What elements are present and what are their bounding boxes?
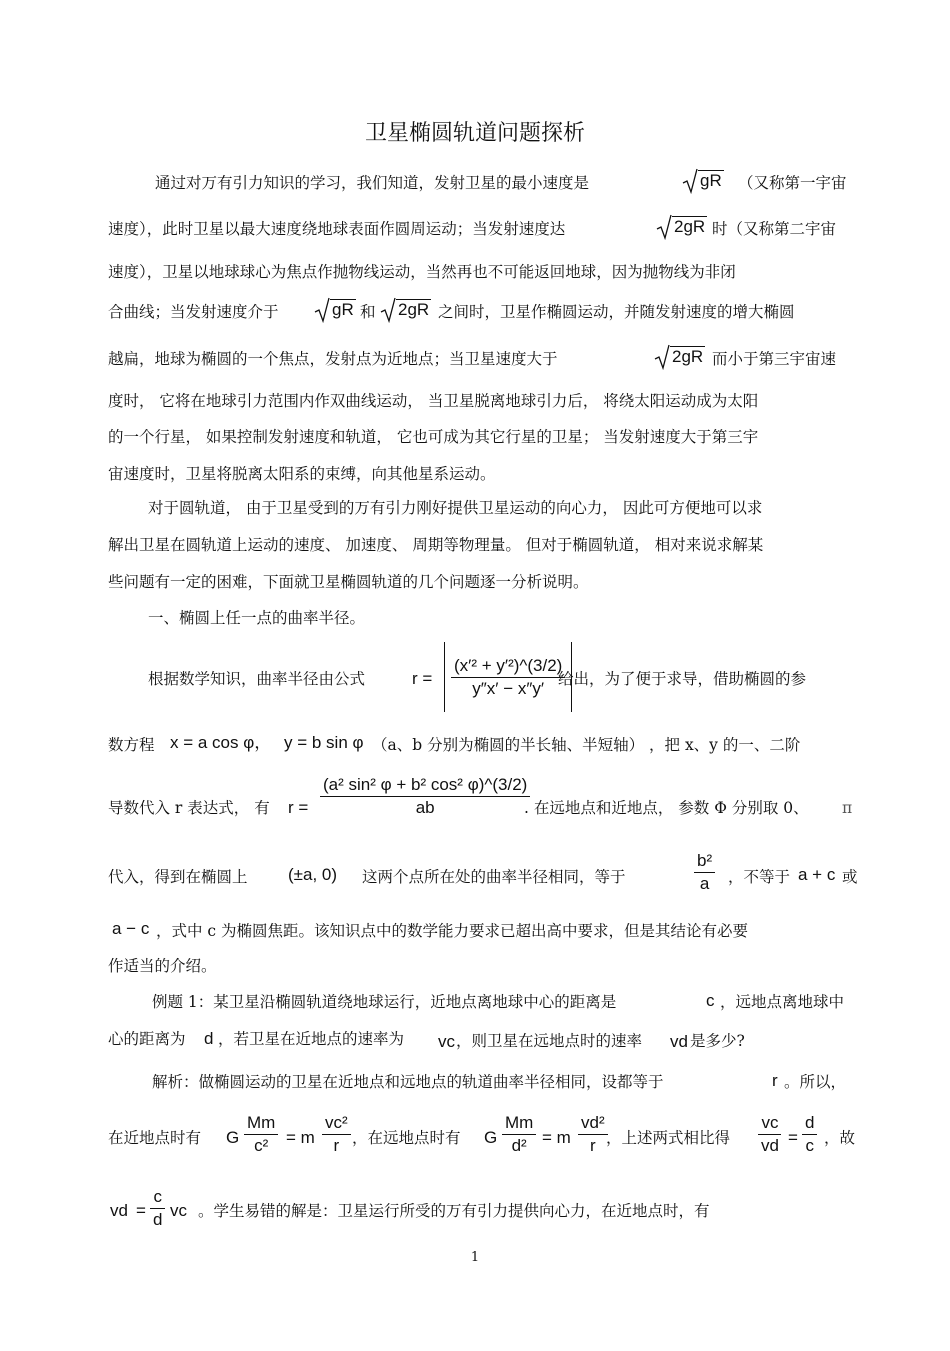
r-equals-2: r = [288, 798, 309, 817]
sqrt-gR-2: gR [314, 299, 356, 321]
page-number: 1 [470, 1250, 480, 1265]
eq-1: = [788, 1128, 798, 1147]
p3-line4d: 或 [842, 868, 858, 886]
curvature-formula: $\frac{\text{(x′² + y′²)\textasciicircum{}(3/2)}}{y''x' - x''y'}$ [444, 642, 572, 712]
x-param: x = a cos φ， [170, 733, 272, 752]
solution-line1b: 。所以， [784, 1073, 847, 1091]
p1-line6: 度时， 它将在地球引力范围内作双曲线运动， 当卫星脱离地球引力后， 将绕太阳运动成为太阳 [108, 392, 759, 410]
solution-line3b: 。学生易错的解是：卫星运行所受的万有引力提供向心力，在近地点时，有 [198, 1202, 710, 1220]
example-line1b: ，远地点离地球中 [720, 993, 845, 1011]
page-title: 卫星椭圆轨道问题探析 [364, 121, 585, 146]
p1-line5a: 越扁，地球为椭圆的一个焦点，发射点为近地点；当卫星速度大于 [108, 350, 558, 368]
p1-line8: 宙速度时，卫星将脱离太阳系的束缚，向其他星系运动。 [108, 465, 496, 483]
example-line2a: 心的距离为 [108, 1030, 186, 1048]
sqrt-2gR-2: 2gR [380, 299, 431, 321]
p3-line6: 作适当的介绍。 [108, 957, 217, 975]
y-param: y = b sin φ [284, 733, 364, 752]
sqrt-2gR-3: 2gR [654, 346, 705, 368]
p3-line3a: 导数代入 r 表达式， 有 [108, 799, 270, 817]
eq-m-2: = m [542, 1128, 571, 1147]
ellipse-curvature: $\frac{\text{(a² sin² φ + b² cos² φ)\textasciicircum{}(3/2)}}{ab}$ [318, 774, 532, 819]
example-line2c: ，则卫星在远地点时的速率 [456, 1032, 643, 1050]
p3-line4a: 代入，得到在椭圆上 [108, 868, 248, 886]
p1-line3: 速度），卫星以地球球心为焦点作抛物线运动，当然再也不可能返回地球，因为抛物线为非闭 [108, 263, 736, 281]
G-1: G [226, 1128, 240, 1147]
vc2-over-r: $\frac{\text{vc²}}{r}$ [320, 1112, 353, 1157]
Mm-over-c2: $\frac{Mm}{\text{c²}}$ [242, 1112, 280, 1157]
pi-symbol: π [842, 799, 853, 817]
example-line1a: 例题 1：某卫星沿椭圆轨道绕地球运行，近地点离地球中心的距离是 [152, 993, 617, 1011]
vd2-over-r: $\frac{\text{vd²}}{r}$ [576, 1112, 610, 1157]
point-pm-a0: (±a, 0) [288, 865, 338, 884]
Mm-over-d2: $\frac{Mm}{\text{d²}}$ [500, 1112, 538, 1157]
p1-line2b: 时（又称第二宇宙 [712, 220, 837, 238]
solution-line2d: ，故 [824, 1129, 856, 1147]
G-2: G [484, 1128, 498, 1147]
eq-2: = [136, 1201, 146, 1220]
p2-line1: 对于圆轨道， 由于卫星受到的万有引力刚好提供卫星运动的向心力， 因此可方便地可以求 [148, 499, 763, 517]
p1-line5b: 而小于第三宇宙速 [712, 350, 837, 368]
example-line2b: ，若卫星在近地点的速率为 [218, 1030, 405, 1048]
var-vd: vd [670, 1032, 688, 1051]
solution-line2c: ，上述两式相比得 [606, 1129, 731, 1147]
p1-line2: 速度），此时卫星以最大速度绕地球表面作圆周运动；当发射速度达 [108, 220, 566, 238]
section-heading: 一、椭圆上任一点的曲率半径。 [148, 609, 366, 627]
p1-line4b: 和 [360, 303, 376, 321]
example-line2d: 是多少? [690, 1032, 745, 1050]
p3-line5b: ，式中 c 为椭圆焦距。该知识点中的数学能力要求已超出高中要求，但是其结论有必要 [156, 922, 749, 940]
p3-line4b: 这两个点所在处的曲率半径相同，等于 [362, 868, 626, 886]
p1-line7: 的一个行星， 如果控制发射速度和轨道， 它也可成为其它行星的卫星； 当发射速度大于第三宇 [108, 428, 759, 446]
vc-over-vd: $\frac{vc}{vd}$ [756, 1112, 784, 1157]
p1-line4a: 合曲线；当发射速度介于 [108, 303, 279, 321]
var-vc: vc [438, 1032, 455, 1051]
c-over-d: $\frac{c}{d}$ [148, 1186, 167, 1231]
a-plus-c: a + c [798, 865, 836, 884]
p3-line2b: （a、b 分别为椭圆的半长轴、半短轴） ，把 x、y 的一、二阶 [372, 736, 801, 754]
var-c: c [706, 991, 715, 1010]
p3-line4c: ，不等于 [728, 868, 791, 886]
p2-line2: 解出卫星在圆轨道上运动的速度、 加速度、 周期等物理量。 但对于椭圆轨道， 相对来说求解某 [108, 536, 764, 554]
r-equals: r = [412, 669, 433, 688]
vd-3: vd [110, 1201, 128, 1220]
sqrt-gR: gR [682, 170, 724, 192]
p1-line1b: （又称第一宇宙 [738, 174, 847, 192]
var-r: r [772, 1071, 778, 1090]
p1-line4c: 之间时，卫星作椭圆运动，并随发射速度的增大椭圆 [438, 303, 795, 321]
solution-line2a: 在近地点时有 [108, 1129, 202, 1147]
b2-over-a: $\frac{\text{b²}}{a}$ [692, 850, 717, 895]
sqrt-2gR: 2gR [656, 216, 707, 238]
p3-line1b: 给出，为了便于求导，借助椭圆的参 [558, 670, 807, 688]
solution-line2b: ，在远地点时有 [352, 1129, 461, 1147]
d-over-c: $\frac{d}{c}$ [800, 1112, 819, 1157]
solution-line1a: 解析：做椭圆运动的卫星在近地点和远地点的轨道曲率半径相同，设都等于 [152, 1073, 664, 1091]
var-d: d [204, 1029, 214, 1048]
p2-line3: 些问题有一定的困难，下面就卫星椭圆轨道的几个问题逐一分析说明。 [108, 573, 589, 591]
p1-line1 [155, 172, 589, 194]
vc-3: vc [170, 1201, 187, 1220]
a-minus-c: a − c [112, 919, 150, 938]
p3-line3b: . 在远地点和近地点， 参数 Φ 分别取 0、 [524, 799, 809, 817]
p3-line2a: 数方程 [108, 736, 155, 754]
text: 通过对万有引力知识的学习，我们知道，发射卫星的最小速度是 [155, 174, 590, 192]
p3-line1a: 根据数学知识，曲率半径由公式 [148, 670, 366, 688]
eq-m-1: = m [286, 1128, 315, 1147]
